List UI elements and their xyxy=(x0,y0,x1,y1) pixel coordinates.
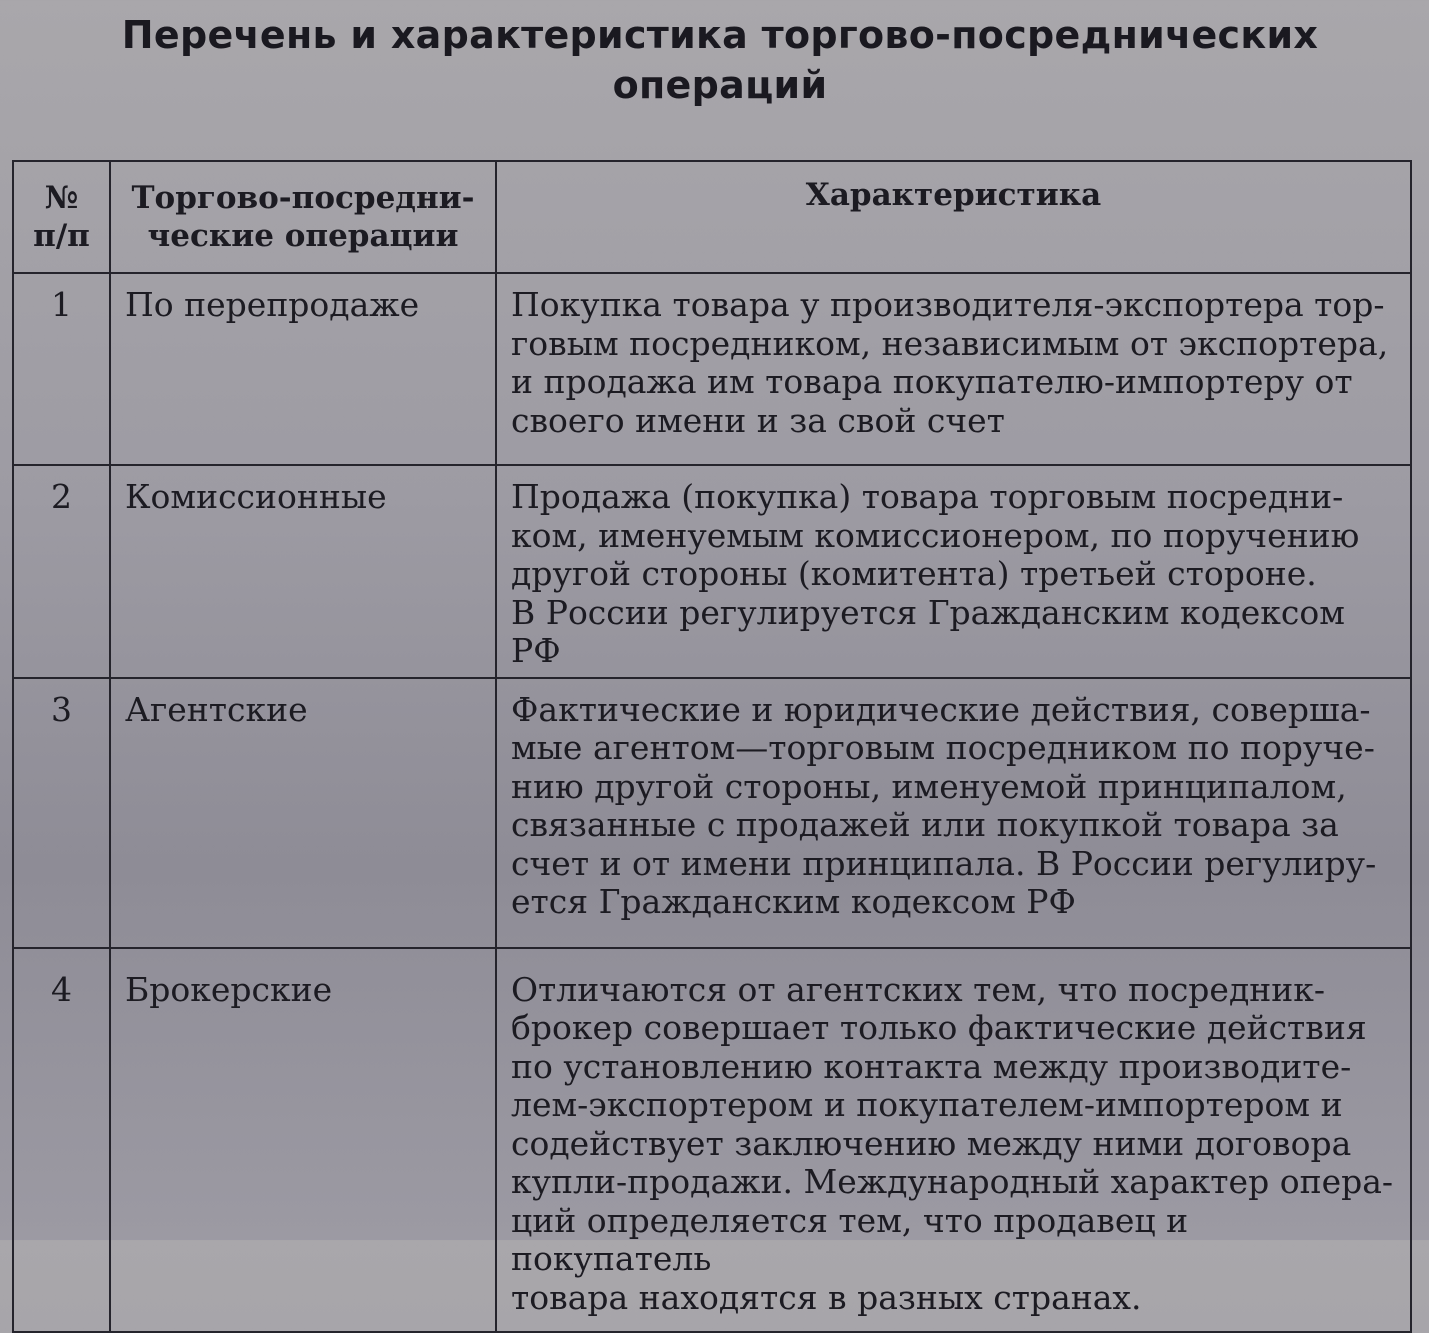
description-line: Отличаются от агентских тем, что посредник- xyxy=(511,969,1326,1009)
description-line: говым посредником, независимым от экспортера, xyxy=(511,323,1389,363)
row-number: 2 xyxy=(13,465,110,678)
description-line: ется Гражданским кодексом РФ xyxy=(511,882,1076,921)
header-operation xyxy=(110,161,496,273)
table-row xyxy=(13,273,1411,465)
table-row xyxy=(13,948,1411,1332)
description-line: Продажа (покупка) товара торговым посредни- xyxy=(511,477,1344,516)
description-line: и продажа им товара покупателю-импортеру от xyxy=(511,362,1353,401)
row-operation: Брокерские xyxy=(110,948,496,1332)
description-line: купли-продажи. Международный характер опера- xyxy=(511,1162,1394,1201)
description-line: ций определяется тем, что продавец и покупатель xyxy=(511,1200,1189,1278)
operations-table xyxy=(12,160,1412,1333)
description-line: лем-экспортером и покупателем-импортером и xyxy=(511,1085,1343,1124)
row-operation: Агентские xyxy=(110,678,496,948)
description-line: Фактические и юридические действия, соверша- xyxy=(511,689,1371,729)
header-number-line-2: п/п xyxy=(33,218,90,254)
description-line: ком, именуемым комиссионером, по поручению xyxy=(511,515,1360,555)
row-number: 1 xyxy=(13,273,110,465)
table-title xyxy=(110,10,1330,110)
row-description xyxy=(496,273,1411,465)
table-row xyxy=(13,465,1411,678)
header-characteristic: Характеристика xyxy=(496,161,1411,273)
title-line-2: операций xyxy=(612,63,828,107)
row-description xyxy=(496,948,1411,1332)
description-line: содействует заключению между ними договора xyxy=(511,1123,1352,1163)
row-description xyxy=(496,678,1411,948)
row-operation: Комиссионные xyxy=(110,465,496,678)
row-description xyxy=(496,465,1411,678)
title-line-1: Перечень и характеристика торгово-посреднических xyxy=(121,13,1319,57)
header-number xyxy=(13,161,110,273)
description-line: нию другой стороны, именуемой принципалом, xyxy=(511,766,1347,806)
description-line: счет и от имени принципала. В России регулиру- xyxy=(511,843,1377,883)
description-line: Покупка товара у производителя-экспортера тор- xyxy=(511,285,1385,324)
description-line: по установлению контакта между производите- xyxy=(511,1046,1352,1086)
description-line: мые агентом—торговым посредником по поруче- xyxy=(511,728,1375,767)
description-line: брокер совершает только фактические действия xyxy=(511,1008,1367,1047)
description-line: В России регулируется Гражданским кодексом РФ xyxy=(511,592,1345,670)
row-number: 3 xyxy=(13,678,110,948)
header-operation-line-2: ческие операции xyxy=(147,218,459,254)
description-line: своего имени и за свой счет xyxy=(511,400,1005,440)
row-operation: По перепродаже xyxy=(110,273,496,465)
header-number-line-1: № xyxy=(44,180,79,216)
table-row xyxy=(13,678,1411,948)
table-header-row xyxy=(13,161,1411,273)
header-operation-line-1: Торгово-посредни- xyxy=(131,180,475,216)
description-line: связанные с продажей или покупкой товара за xyxy=(511,805,1339,844)
description-line: товара находятся в разных странах. xyxy=(511,1277,1142,1317)
row-number: 4 xyxy=(13,948,110,1332)
description-line: другой стороны (комитента) третьей стороне. xyxy=(511,554,1317,593)
